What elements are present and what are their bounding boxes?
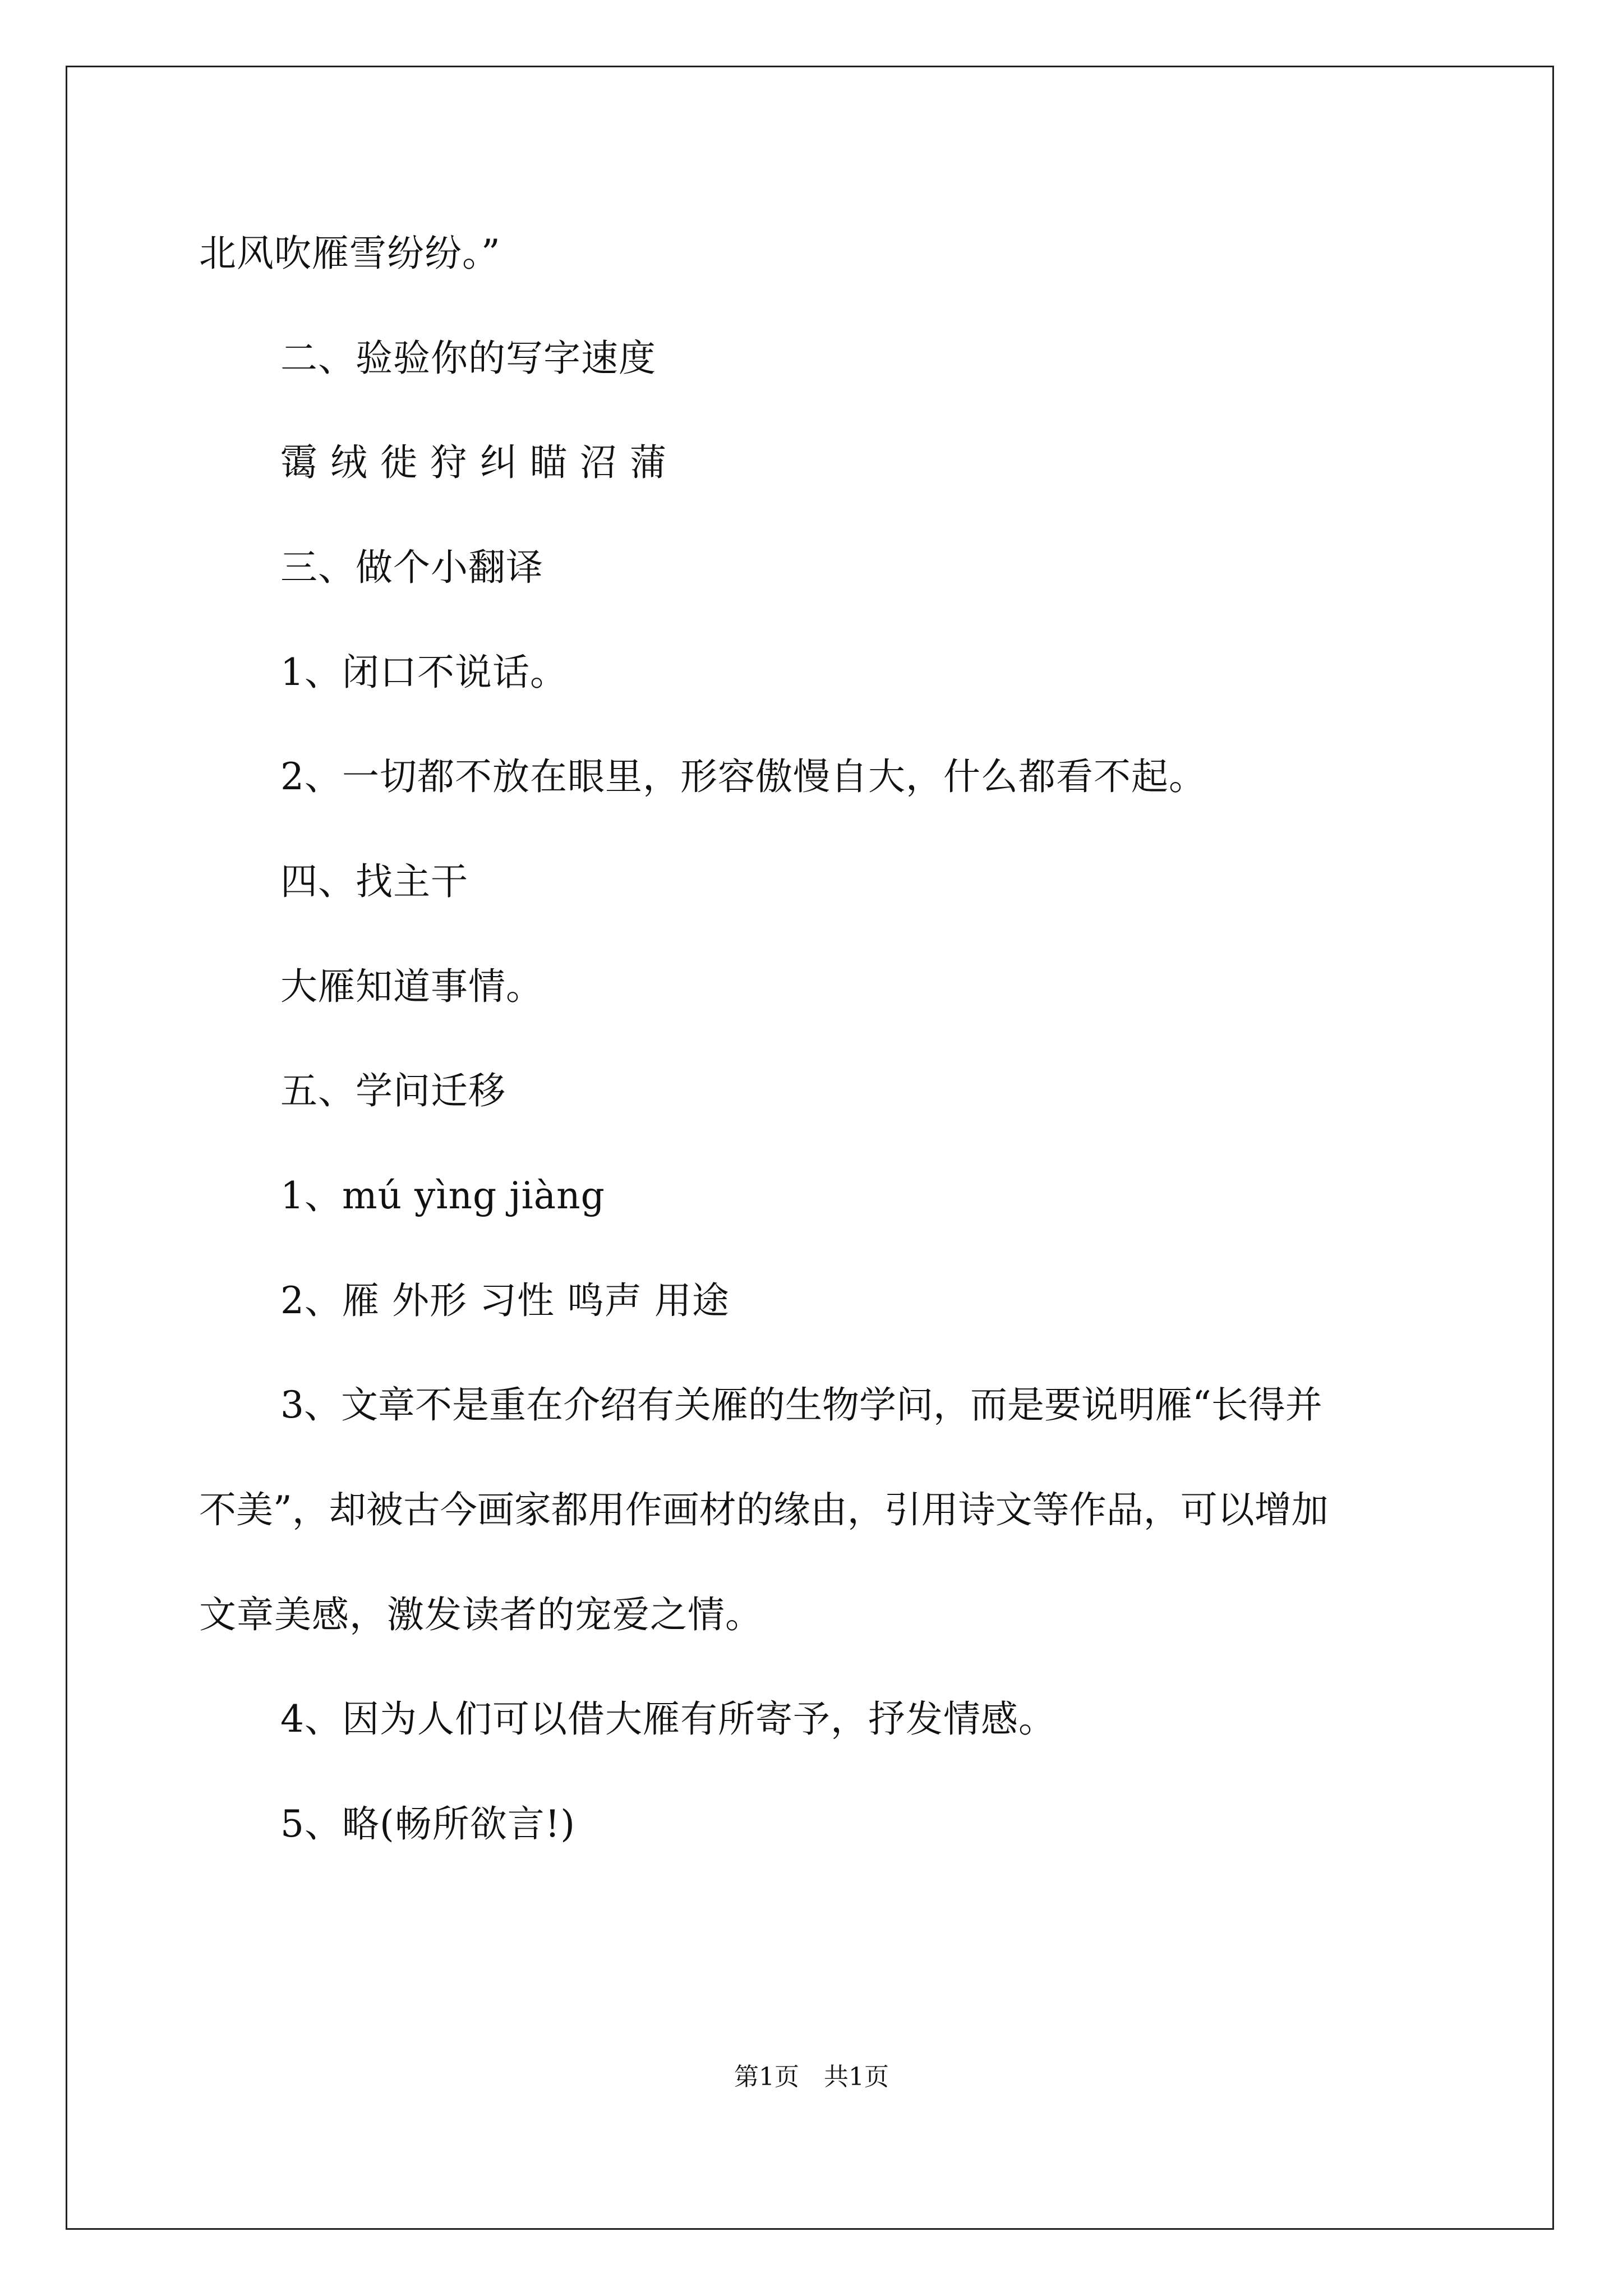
page-border — [66, 66, 1554, 2230]
page-footer: 第1页 共1页 — [734, 2063, 889, 2091]
answer-item: 1、闭口不说话。 — [280, 651, 568, 694]
section-heading-4: 四、找主干 — [280, 860, 468, 903]
answer-item: 4、因为人们可以借大雁有所寄予，抒发情感。 — [280, 1697, 1056, 1741]
paragraph-line: 3、文章不是重在介绍有关雁的生物学问，而是要说明雁“长得并 — [280, 1383, 1322, 1427]
answer-item: 2、雁 外形 习性 鸣声 用途 — [280, 1279, 730, 1322]
answer-item: 5、略(畅所欲言!) — [280, 1802, 576, 1846]
text-line-1: 北风吹雁雪纷纷。” — [199, 232, 501, 275]
paragraph-line: 不美”，却被古今画家都用作画材的缘由，引用诗文等作品，可以增加 — [199, 1488, 1329, 1531]
section-heading-3: 三、做个小翻译 — [280, 546, 543, 589]
answer-item: 2、一切都不放在眼里，形容傲慢自大，什么都看不起。 — [280, 755, 1206, 798]
section-heading-5: 五、学问迁移 — [280, 1069, 506, 1112]
section-heading-2: 二、验验你的写字速度 — [280, 337, 656, 380]
character-list: 霭 绒 徙 狩 纠 瞄 沼 蒲 — [280, 441, 667, 484]
answer-item: 大雁知道事情。 — [280, 965, 543, 1008]
answer-item: 1、mú yìng jiàng — [280, 1174, 605, 1217]
paragraph-line: 文章美感，激发读者的宠爱之情。 — [199, 1593, 763, 1636]
